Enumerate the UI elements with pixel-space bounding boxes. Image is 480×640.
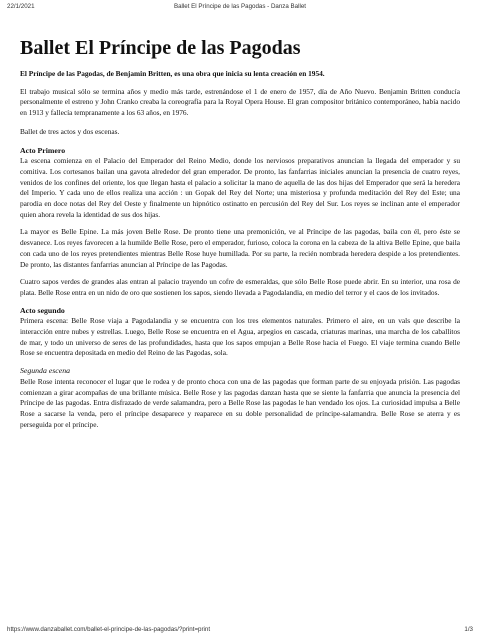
print-date: 22/1/2021 [7,3,35,10]
page-number: 1/3 [464,626,473,633]
article-title: Ballet El Príncipe de las Pagodas [20,37,301,59]
print-header [7,3,473,13]
source-url: https://www.danzaballet.com/ballet-el-principe-de-las-pagodas/?print=print [7,626,211,633]
paragraph-act-1-c: Cuatro sapos verdes de grandes alas entran al palacio trayendo un cofre de esmeraldas, que sólo Belle Rose puede abrir. En su interior, una rosa de plata. Belle Rose entra en un nido de oro que sostienen los sapos, siendo llevada a Pagodalandia, en medio del terror y el caos de los invitados. [20,277,460,297]
paragraph-structure: Ballet de tres actos y dos escenas. [20,126,120,136]
print-page-title: Ballet El Príncipe de las Pagodas - Danza Ballet [173,3,307,10]
paragraph-act-1-a: La escena comienza en el Palacio del Emperador del Reino Medio, donde los nerviosos preparativos anuncian la llegada del emperador y su comitiva. Los cortesanos bailan una gavota alrededor del gran emperador. De pronto, las fanfarrias iniciales anuncian la presencia de cuatro reyes, venidos de los confines del oriente, los que llegan hasta el palacio a solicitar la mano de aquella de las dos hijas del Emperador que será la heredera del Imperio. Y cada uno de ellos realiza una acción : un Gopak del Rey del Norte; una misteriosa y profunda meditación del Rey del Este; una parodia en doce notas del Rey del Oeste y finalmente un hipnótico ostinatto en percusión del Rey del Sur. Los reyes se inclinan ante el emperador quien ahora revela la identidad de sus dos hijas. [20,156,460,219]
heading-act-2: Acto segundo [20,305,65,315]
heading-scene-2: Segunda escena [20,366,71,376]
heading-act-1: Acto Primero [20,145,66,155]
article-lead: El Príncipe de las Pagodas, de Benjamin Britten, es una obra que inicia su lenta creación en 1954. [20,69,325,78]
paragraph-scene-2: Belle Rose intenta reconocer el lugar que le rodea y de pronto choca con una de las pagodas que forman parte de su enjoyada prisión. Las pagodas comienzan a girar acompañas de una brillante música. Belle Rose y las pagodas danzan hasta que se siente la fanfarria que anuncia la presencia del Príncipe de las pagodas. Entra disfrazado de verde salamandra, pero a Belle Rose las pagodas le han vendado los ojos. La curiosidad impulsa a Belle Rose a sacarse la venda, pero el príncipe desaparece y reaparece en su doble personalidad de príncipe-salamandra. Belle Rose se aterra y es perseguida por el príncipe. [20,376,460,429]
paragraph-act-1-b: La mayor es Belle Epine. La más joven Belle Rose. De pronto tiene una premonición, ve al Príncipe de las pagodas, baila con él, pero éste se desvanece. Los reyes favorecen a la humilde Belle Rose, pero el emperador, furioso, coloca la corona en la cabeza de la altiva Belle Epine, que baila con cada uno de los reyes pretendientes mientras Belle Rose huye humillada. Por su parte, la recién nombrada heredera despide a los pretendientes. De pronto, las distantes fanfarrias anuncian al Príncipe de las Pagodas. [20,227,460,269]
paragraph-intro: El trabajo musical sólo se termina años y medio más tarde, estrenándose el 1 de enero de 1957, día de Año Nuevo. Benjamin Britten conducía personalmente el estreno y John Cranko creaba la coreografía para la Royal Opera House. El gran compositor británico contemporáneo, había nacido en 1913 y fallecía tempranamente a los 63 años, en 1976. [20,86,460,118]
print-footer [7,626,473,636]
paragraph-act-2-a: Primera escena: Belle Rose viaja a Pagodalandia y se encuentra con los tres elementos naturales. Primero el aire, en un vals que describe la interacción entre nubes y estrellas. Luego, Belle Rose se encuentra en el Agua, arpegios en cascada, criaturas marinas, una marcha de los caballitos de mar, y todo un universo de seres de las profundidades, hasta que los sapos empujan a Belle Rose hacia el Fuego. El viaje termina cuando Belle Rose se encuentra depositada en medio del Reino de las Pagodas, sola. [20,316,460,358]
article-body [20,36,460,437]
